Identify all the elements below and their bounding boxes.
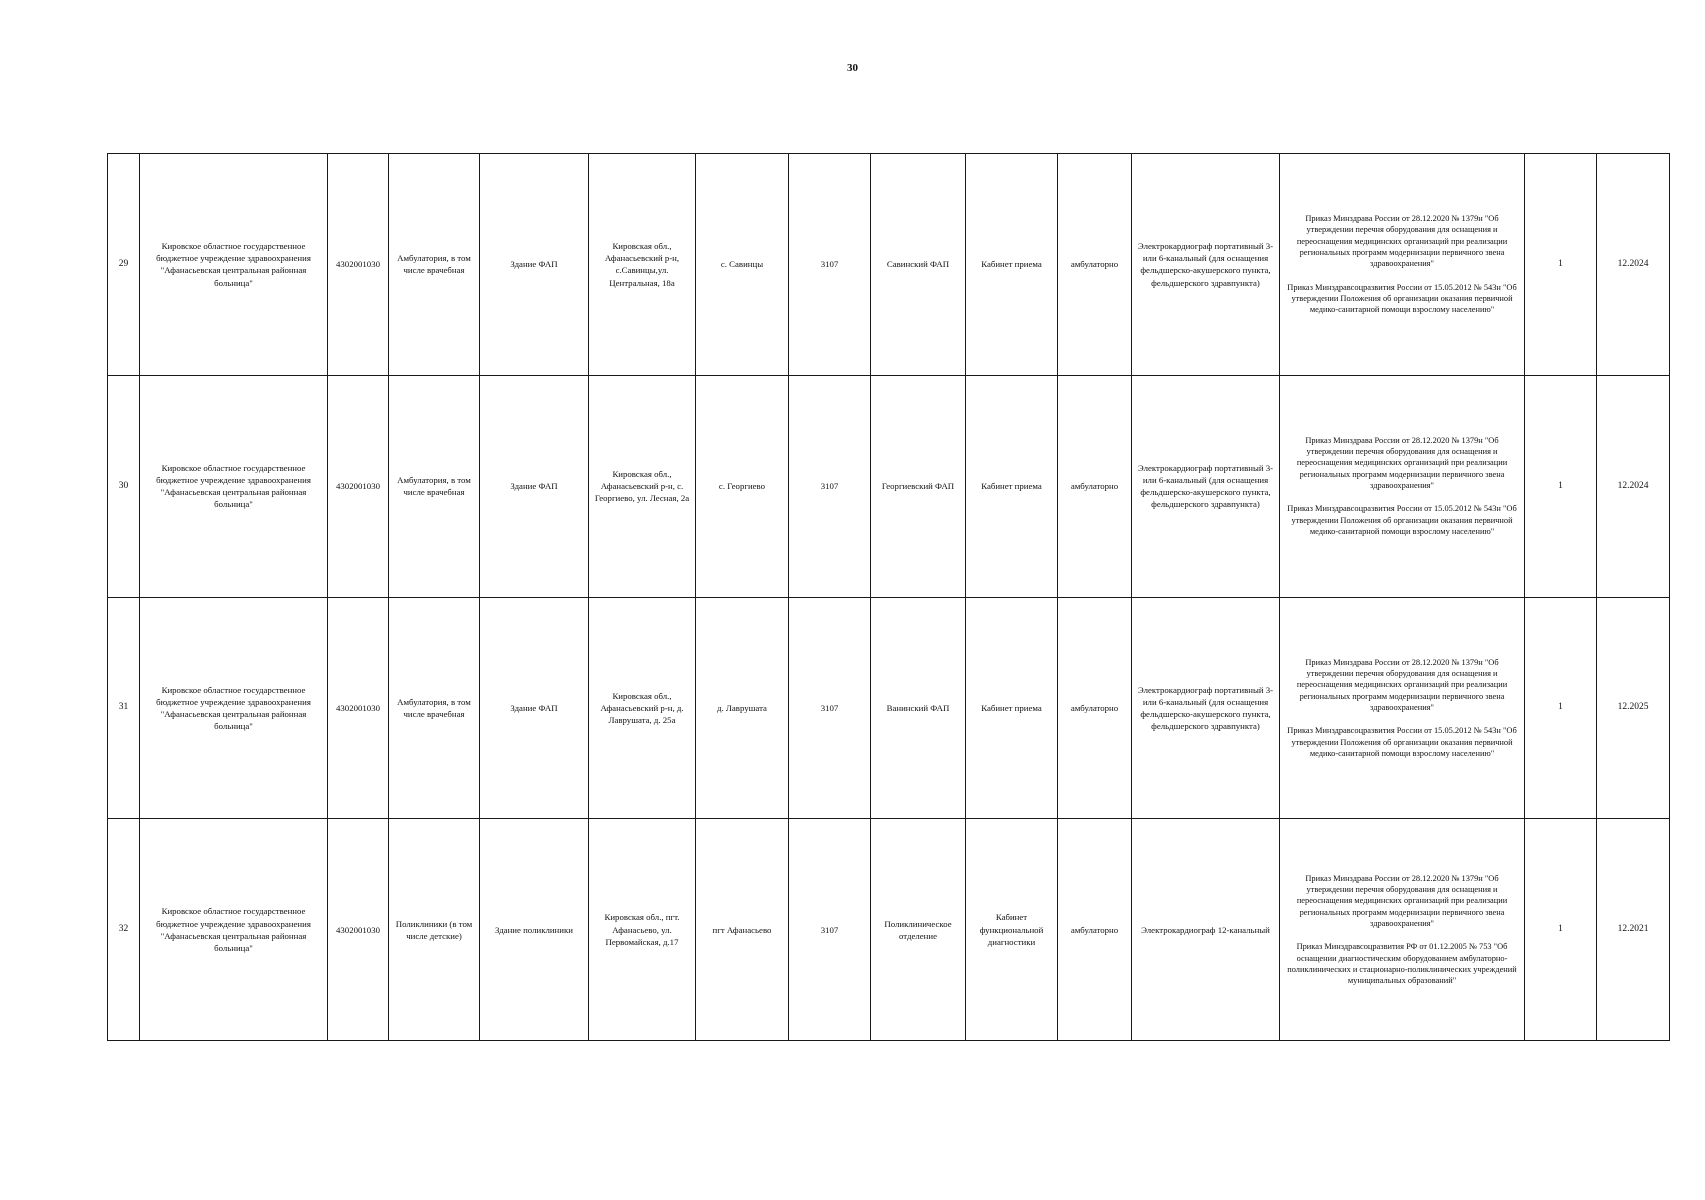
unit-cell: Савинский ФАП: [871, 154, 966, 376]
oktmo-cell: 3107: [789, 154, 871, 376]
table-row: [108, 154, 1670, 376]
row-number: 29: [108, 154, 140, 376]
order-text-2: Приказ Минздравсоцразвития РФ от 01.12.2005 № 753 "Об оснащении диагностическим оборудованием амбулаторно-поликлинических и стационарно-поликлинических учреждений муниципальных образований": [1287, 942, 1517, 986]
date-cell: 12.2024: [1597, 375, 1670, 597]
order-text-1: Приказ Минздрава России от 28.12.2020 № 1379н "Об утверждении перечня оборудования для оснащения и переоснащения медицинских организаций при реализации региональных программ модернизации первичного звена здравоохранения": [1296, 435, 1508, 491]
oktmo-cell: 3107: [789, 819, 871, 1041]
settlement-cell: д. Лаврушата: [696, 597, 789, 819]
unit-cell: Ванинский ФАП: [871, 597, 966, 819]
building-cell: Здание поликлиники: [480, 819, 589, 1041]
organization-cell: Кировское областное государственное бюджетное учреждение здравоохранения "Афанасьевская центральная районная больница": [140, 597, 328, 819]
row-number: 30: [108, 375, 140, 597]
order-text-1: Приказ Минздрава России от 28.12.2020 № 1379н "Об утверждении перечня оборудования для оснащения и переоснащения медицинских организаций при реализации региональных программ модернизации первичного звена здравоохранения": [1296, 657, 1508, 712]
date-cell: 12.2021: [1597, 819, 1670, 1041]
date-cell: 12.2025: [1597, 597, 1670, 819]
order-text-2: Приказ Минздравсоцразвития России от 15.05.2012 № 543н "Об утверждении Положения об организации оказания первичной медико-санитарной помощи взрослому населению": [1287, 504, 1517, 537]
quantity-cell: 1: [1525, 375, 1597, 597]
page-number: 30: [847, 62, 858, 74]
quantity-cell: 1: [1525, 819, 1597, 1041]
building-cell: Здание ФАП: [480, 375, 589, 597]
equipment-cell: Электрокардиограф портативный 3- или 6-канальный (для оснащения фельдшерско-акушерского пункта, фельдшерского здравпункта): [1132, 375, 1280, 597]
address-cell: Кировская обл., пгт. Афанасьево, ул. Первомайская, д.17: [589, 819, 696, 1041]
organization-cell: Кировское областное государственное бюджетное учреждение здравоохранения "Афанасьевская центральная районная больница": [140, 375, 328, 597]
table-row: [108, 597, 1670, 819]
order-cell: [1280, 154, 1525, 376]
table-row: [108, 375, 1670, 597]
room-cell: Кабинет функциональной диагностики: [966, 819, 1058, 1041]
equipment-table: [107, 153, 1670, 1041]
facility-type-cell: Амбулатория, в том числе врачебная: [389, 597, 480, 819]
oktmo-cell: 3107: [789, 375, 871, 597]
date-cell: 12.2024: [1597, 154, 1670, 376]
order-text-2: Приказ Минздравсоцразвития России от 15.05.2012 № 543н "Об утверждении Положения об организации оказания первичной медико-санитарной помощи взрослому населению": [1287, 282, 1517, 315]
unit-cell: Георгиевский ФАП: [871, 375, 966, 597]
room-cell: Кабинет приема: [966, 375, 1058, 597]
organization-cell: Кировское областное государственное бюджетное учреждение здравоохранения "Афанасьевская центральная районная больница": [140, 154, 328, 376]
care-form-cell: амбулаторно: [1058, 597, 1132, 819]
table-row: [108, 819, 1670, 1041]
equipment-cell: Электрокардиограф портативный 3- или 6-канальный (для оснащения фельдшерско-акушерского пункта, фельдшерского здравпункта): [1132, 154, 1280, 376]
building-cell: Здание ФАП: [480, 597, 589, 819]
facility-type-cell: Амбулатория, в том числе врачебная: [389, 375, 480, 597]
order-text-1: Приказ Минздрава России от 28.12.2020 № 1379н "Об утверждении перечня оборудования для оснащения и переоснащения медицинских организаций при реализации региональных программ модернизации первичного звена здравоохранения": [1296, 214, 1508, 269]
row-number: 32: [108, 819, 140, 1041]
code-cell: 4302001030: [328, 375, 389, 597]
building-cell: Здание ФАП: [480, 154, 589, 376]
room-cell: Кабинет приема: [966, 154, 1058, 376]
care-form-cell: амбулаторно: [1058, 819, 1132, 1041]
equipment-cell: Электрокардиограф портативный 3- или 6-канальный (для оснащения фельдшерско-акушерского пункта, фельдшерского здравпункта): [1132, 597, 1280, 819]
organization-cell: Кировское областное государственное бюджетное учреждение здравоохранения "Афанасьевская центральная районная больница": [140, 819, 328, 1041]
oktmo-cell: 3107: [789, 597, 871, 819]
order-cell: [1280, 375, 1525, 597]
settlement-cell: с. Савинцы: [696, 154, 789, 376]
facility-type-cell: Амбулатория, в том числе врачебная: [389, 154, 480, 376]
unit-cell: Поликлиническое отделение: [871, 819, 966, 1041]
settlement-cell: пгт Афанасьево: [696, 819, 789, 1041]
address-cell: Кировская обл., Афанасьевский р-н, д. Лаврушата, д. 25а: [589, 597, 696, 819]
care-form-cell: амбулаторно: [1058, 154, 1132, 376]
care-form-cell: амбулаторно: [1058, 375, 1132, 597]
code-cell: 4302001030: [328, 819, 389, 1041]
quantity-cell: 1: [1525, 597, 1597, 819]
code-cell: 4302001030: [328, 154, 389, 376]
quantity-cell: 1: [1525, 154, 1597, 376]
facility-type-cell: Поликлиники (в том числе детские): [389, 819, 480, 1041]
order-text-2: Приказ Минздравсоцразвития России от 15.05.2012 № 543н "Об утверждении Положения об организации оказания первичной медико-санитарной помощи взрослому населению": [1287, 726, 1517, 758]
order-cell: [1280, 597, 1525, 819]
order-text-1: Приказ Минздрава России от 28.12.2020 № 1379н "Об утверждении перечня оборудования для оснащения и переоснащения медицинских организаций при реализации региональных программ модернизации первичного звена здравоохранения": [1296, 873, 1508, 928]
address-cell: Кировская обл., Афанасьевский р-н, с. Георгиево, ул. Лесная, 2а: [589, 375, 696, 597]
equipment-table-container: [107, 153, 1669, 1040]
code-cell: 4302001030: [328, 597, 389, 819]
room-cell: Кабинет приема: [966, 597, 1058, 819]
settlement-cell: с. Георгиево: [696, 375, 789, 597]
equipment-cell: Электрокардиограф 12-канальный: [1132, 819, 1280, 1041]
row-number: 31: [108, 597, 140, 819]
address-cell: Кировская обл., Афанасьевский р-н, с.Савинцы,ул. Центральная, 18а: [589, 154, 696, 376]
order-cell: [1280, 819, 1525, 1041]
